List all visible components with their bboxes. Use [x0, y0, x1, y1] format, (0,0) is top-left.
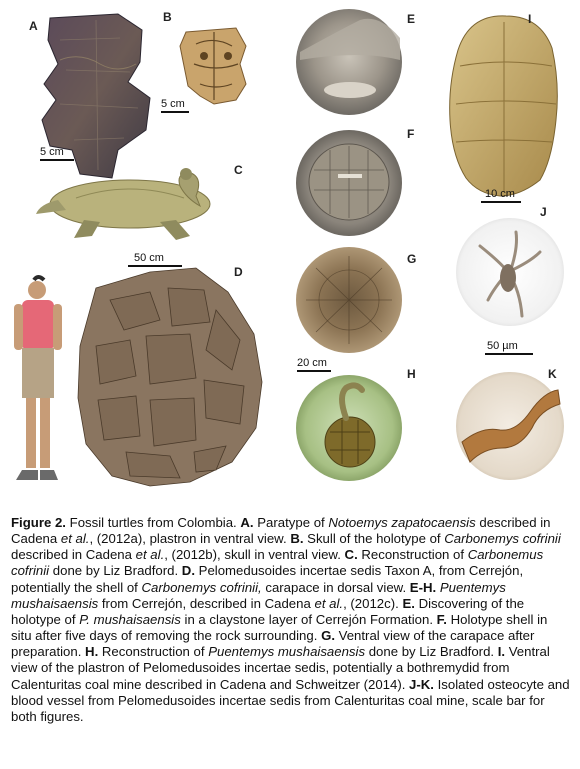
- panel-label-e: E: [407, 12, 416, 26]
- scale-label-d: 20 cm: [297, 357, 327, 369]
- panel-i-plastron-image: [450, 16, 558, 196]
- scale-label-b: 5 cm: [161, 98, 185, 110]
- panel-b-skull-image: [180, 28, 246, 104]
- panel-label-j: J: [540, 205, 547, 219]
- panel-label-k: K: [548, 367, 557, 381]
- panel-label-a: A: [29, 19, 38, 33]
- person-for-scale-image: [14, 277, 62, 480]
- scale-bar-i: [481, 188, 521, 203]
- panel-label-d: D: [234, 265, 243, 279]
- scale-bar-d: [297, 357, 331, 372]
- caption-figure-label: Figure 2.: [11, 515, 66, 530]
- panel-c-reconstruction-image: [36, 168, 210, 240]
- panel-e-excavation-image: [296, 9, 402, 115]
- panel-label-i: I: [528, 12, 532, 26]
- panel-label-c: C: [234, 163, 243, 177]
- figure-caption: Figure 2. Fossil turtles from Colombia. A. Paratype of Notoemys zapatocaensis described in Cadena et al., (2012a), plastron in ventral view. B. Skull of the holotype of Carbonemys cofrinii described in Cadena et al., (2012b), skull in ventral view. C. Reconstruction of Carbonemus cofrinii done by Liz Bradford. D. Pelomedusoides incertae sedis Taxon A, from Cerrejón, potentially the shell of Carbonemys cofrinii, carapace in dorsal view. E-H. Puentemys mushaisaensis from Cerrejón, described in Cadena et al., (2012c). E. Discovering of the holotype of P. mushaisaensis in a claystone layer of Cerrejón Formation. F. Holotype shell in situ after five days of removing the rock surrounding. G. Ventral view of the carapace after preparation. H. Reconstruction of Puentemys mushaisaensis done by Liz Bradford. I. Ventral view of the plastron of Pelomedusoides incertae sedis, potentially a bothremydid from Calenturitas coal mine described in Cadena and Schweitzer (2014). J-K. Isolated osteocyte and blood vessel from Pelomedusoides incertae sedis from Calenturitas coal mine, scale bar for both figures.: [11, 515, 570, 724]
- scale-bar-b: [161, 98, 189, 113]
- panel-k-blood-vessel-image: [456, 372, 564, 480]
- panel-j-osteocyte-image: [456, 218, 564, 326]
- scale-bar-j: [485, 340, 533, 355]
- panel-label-b: B: [163, 10, 172, 24]
- panel-label-h: H: [407, 367, 416, 381]
- scale-label-j: 50 µm: [487, 340, 518, 352]
- panel-g-carapace-image: [296, 247, 402, 353]
- scale-label-c: 50 cm: [134, 252, 164, 264]
- scale-label-a: 5 cm: [40, 146, 64, 158]
- panel-label-f: F: [407, 127, 415, 141]
- panel-h-reconstruction-image: [296, 375, 402, 481]
- panel-f-shell-in-situ-image: [296, 130, 402, 236]
- panel-d-carapace-image: [78, 268, 262, 486]
- scale-bar-c: [128, 252, 182, 267]
- scale-label-i: 10 cm: [485, 188, 515, 200]
- scale-bar-a: [40, 146, 74, 161]
- panel-label-g: G: [407, 252, 417, 266]
